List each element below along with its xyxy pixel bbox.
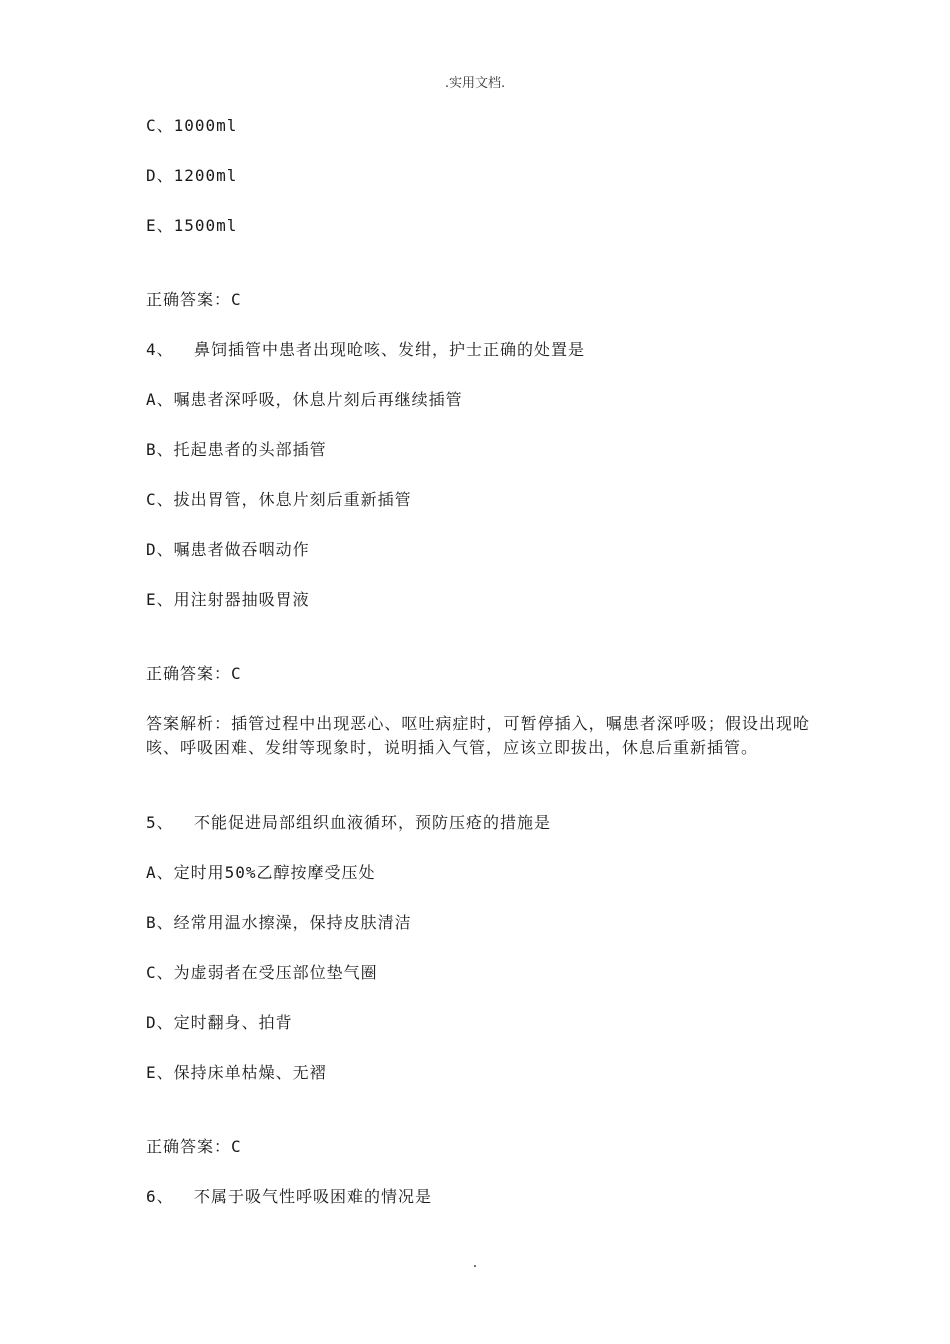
- q4-question: [146, 338, 585, 362]
- q3-option-c: C、1000ml: [146, 116, 238, 135]
- q4-analysis: 答案解析：插管过程中出现恶心、呕吐病症时，可暂停插入，嘱患者深呼吸；假设出现呛咳、呼吸困难、发绀等现象时，说明插入气管，应该立即拔出，休息后重新插管。: [146, 714, 810, 757]
- q5-option-d: D、定时翻身、拍背: [146, 1013, 293, 1032]
- q3-answer: 正确答案：C: [146, 290, 242, 309]
- q3-option-d: D、1200ml: [146, 166, 238, 185]
- q5-stem: 不能促进局部组织血液循环，预防压疮的措施是: [194, 813, 552, 832]
- q4-option-b: B、托起患者的头部插管: [146, 440, 327, 459]
- q5-option-a: A、定时用50%乙醇按摩受压处: [146, 863, 376, 882]
- q6-stem: 不属于吸气性呼吸困难的情况是: [194, 1187, 433, 1206]
- q4-option-d: D、嘱患者做吞咽动作: [146, 540, 310, 559]
- q4-stem: 鼻饲插管中患者出现呛咳、发绀，护士正确的处置是: [194, 340, 586, 359]
- page-header: .实用文档.: [444, 76, 506, 91]
- q4-number: 4、: [146, 340, 174, 359]
- q4-option-c: C、拔出胃管，休息片刻后重新插管: [146, 490, 412, 509]
- q3-option-e: E、1500ml: [146, 216, 238, 235]
- q4-option-a: A、嘱患者深呼吸，休息片刻后再继续插管: [146, 390, 463, 409]
- q5-number: 5、: [146, 813, 174, 832]
- q4-answer: 正确答案：C: [146, 664, 242, 683]
- q5-option-e: E、保持床单枯燥、无褶: [146, 1063, 327, 1082]
- q6-number: 6、: [146, 1187, 174, 1206]
- q4-option-e: E、用注射器抽吸胃液: [146, 590, 310, 609]
- q5-answer: 正确答案：C: [146, 1137, 242, 1156]
- q5-option-b: B、经常用温水擦澡，保持皮肤清洁: [146, 913, 412, 932]
- q5-option-c: C、为虚弱者在受压部位垫气圈: [146, 963, 378, 982]
- q6-question: [146, 1185, 432, 1209]
- page-footer: .: [471, 1256, 479, 1270]
- q5-question: [146, 811, 551, 835]
